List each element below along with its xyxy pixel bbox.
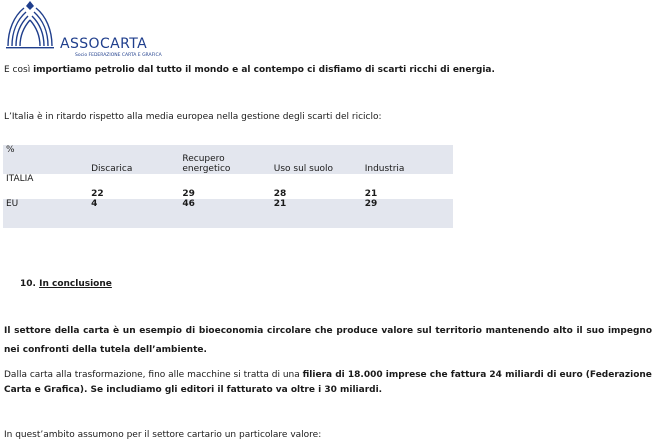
table-row bbox=[3, 199, 453, 228]
closing-sentence: In quest’ambito assumono per il settore cartario un particolare valore: bbox=[4, 430, 322, 440]
table-cell: 46 bbox=[179, 199, 270, 228]
table-cell: 22 bbox=[88, 174, 179, 199]
row-country-italia: ITALIA bbox=[3, 174, 88, 199]
column-header-recupero-line1: Recupero bbox=[182, 154, 225, 164]
assocarta-logo-icon bbox=[2, 0, 58, 52]
column-header-recupero-line2: energetico bbox=[182, 164, 231, 174]
section-heading bbox=[20, 279, 112, 289]
table-header-row bbox=[3, 145, 453, 174]
table-row bbox=[3, 174, 453, 199]
column-header-uso-sul-suolo: Uso sul suolo bbox=[271, 145, 362, 174]
lead-sentence: L’Italia è in ritardo rispetto alla media europea nella gestione degli scarti del riciclo: bbox=[4, 112, 382, 122]
supply-chain-line-1a: Dalla carta alla trasformazione, fino alle macchine si tratta di una bbox=[4, 370, 303, 380]
brand-subtitle: Socio FEDERAZIONE CARTA E GRAFICA bbox=[75, 53, 162, 58]
table-cell: 28 bbox=[271, 174, 362, 199]
intro-sentence bbox=[4, 64, 495, 76]
table-cell: 21 bbox=[271, 199, 362, 228]
column-header-recupero-energetico bbox=[179, 145, 270, 174]
table-cell: 29 bbox=[179, 174, 270, 199]
section-number: 10. bbox=[20, 279, 36, 289]
row-country-eu: EU bbox=[3, 199, 88, 228]
conclusion-paragraph: Il settore della carta è un esempio di bioeconomia circolare che produce valore sul territorio mantenendo alto il suo impegno nei confronti della tutela dell’ambiente. bbox=[4, 326, 652, 355]
supply-chain-paragraph bbox=[4, 368, 652, 398]
section-title: In conclusione bbox=[39, 279, 112, 289]
waste-management-table bbox=[3, 145, 453, 228]
supply-chain-line-2: Carta e Grafica). Se includiamo gli editori il fatturato va oltre i 30 miliardi. bbox=[4, 385, 383, 395]
supply-chain-line-1b: filiera di 18.000 imprese che fattura 24 miliardi di euro (Federazione bbox=[302, 370, 652, 380]
table-cell: 29 bbox=[362, 199, 453, 228]
column-header-discarica: Discarica bbox=[88, 145, 179, 174]
table-cell: 4 bbox=[88, 199, 179, 228]
table-corner-cell: % bbox=[3, 145, 88, 174]
supply-chain-line-1 bbox=[4, 368, 652, 383]
table-cell: 21 bbox=[362, 174, 453, 199]
column-header-industria: Industria bbox=[362, 145, 453, 174]
intro-bold: importiamo petrolio dal tutto il mondo e al contempo ci disfiamo di scarti ricchi di energia. bbox=[33, 65, 495, 75]
intro-prefix: E così bbox=[4, 65, 34, 75]
brand-name: ASSOCARTA bbox=[60, 36, 148, 52]
